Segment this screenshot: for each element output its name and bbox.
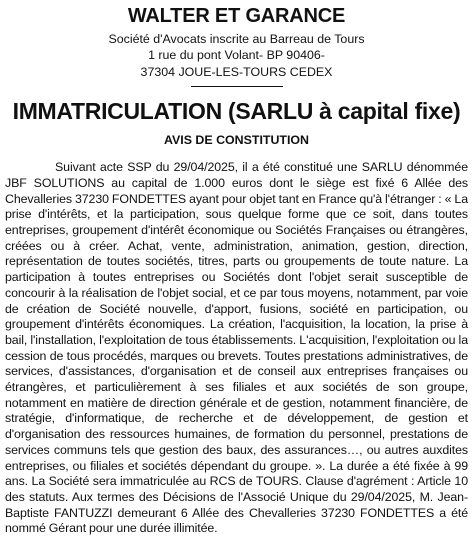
firm-description: Société d'Avocats inscrite au Barreau de Tours: [108, 32, 365, 46]
firm-address-block: [5, 31, 468, 80]
firm-name: WALTER ET GARANCE: [127, 5, 346, 27]
notice-title: IMMATRICULATION (SARLU à capital fixe): [12, 98, 461, 125]
separator-rule: [191, 86, 283, 87]
notice-subtitle: AVIS DE CONSTITUTION: [163, 133, 310, 148]
firm-street-address: 1 rue du pont Volant- BP 90406-: [148, 48, 325, 63]
firm-city-address: 37304 JOUE-LES-TOURS CEDEX: [140, 64, 333, 79]
notice-body-text: Suivant acte SSP du 29/04/2025, il a été constitué une SARLU dénommée JBF SOLUTIONS au capital de 1.000 euros dont le siège est fixé 6 Allée des Chevalleries 37230 FONDETTES ayant pour objet tant en France qu'à l'étranger : « La prise d'intérêts, et la participation, sous quelque forme que ce soit, dans toutes entreprises, groupement d'intérêt économique ou Sociétés Françaises ou étrangères, créées ou à créer. Achat, vente, administration, animation, gestion, direction, représentation de toutes sociétés, titres, parts ou groupements de toute nature. La participation à toutes entreprises ou Sociétés dont l'objet serait susceptible de concourir à la réalisation de l'objet social, et ce par tous moyens, notamment, par voie de création de Société nouvelle, d'apport, fusions, société en participation, ou groupement d'intérêts économiques. La création, l'acquisition, la location, la prise à bail, l'installation, l'exploitation de tous établissements. L'acquisition, l'exploitation ou la cession de tous procédés, marques ou brevets. Toutes prestations administratives, de services, d'assistances, d'organisation et de conseil aux entreprises françaises ou étrangères, et particulièrement à ses filiales et aux sociétés de son groupe, notamment en matière de direction générale et de gestion, notamment financière, de stratégie, d'informatique, de recherche et de développement, de gestion et d'organisation des ressources humaines, de formation du personnel, prestations de services communs tels que gestion des baux, des assurances…, ou autres auxdites entreprises, ou filiales et sociétés dépendant du groupe. ». La durée a été fixée à 99 ans. La Société sera immatriculée au RCS de TOURS. Clause d'agrément : Article 10 des statuts. Aux termes des Décisions de l'Associé Unique du 29/04/2025, M. Jean-Baptiste FANTUZZI demeurant 6 Allée des Chevalleries 37230 FONDETTES a été nommé Gérant pour une durée illimitée.: [5, 160, 468, 536]
